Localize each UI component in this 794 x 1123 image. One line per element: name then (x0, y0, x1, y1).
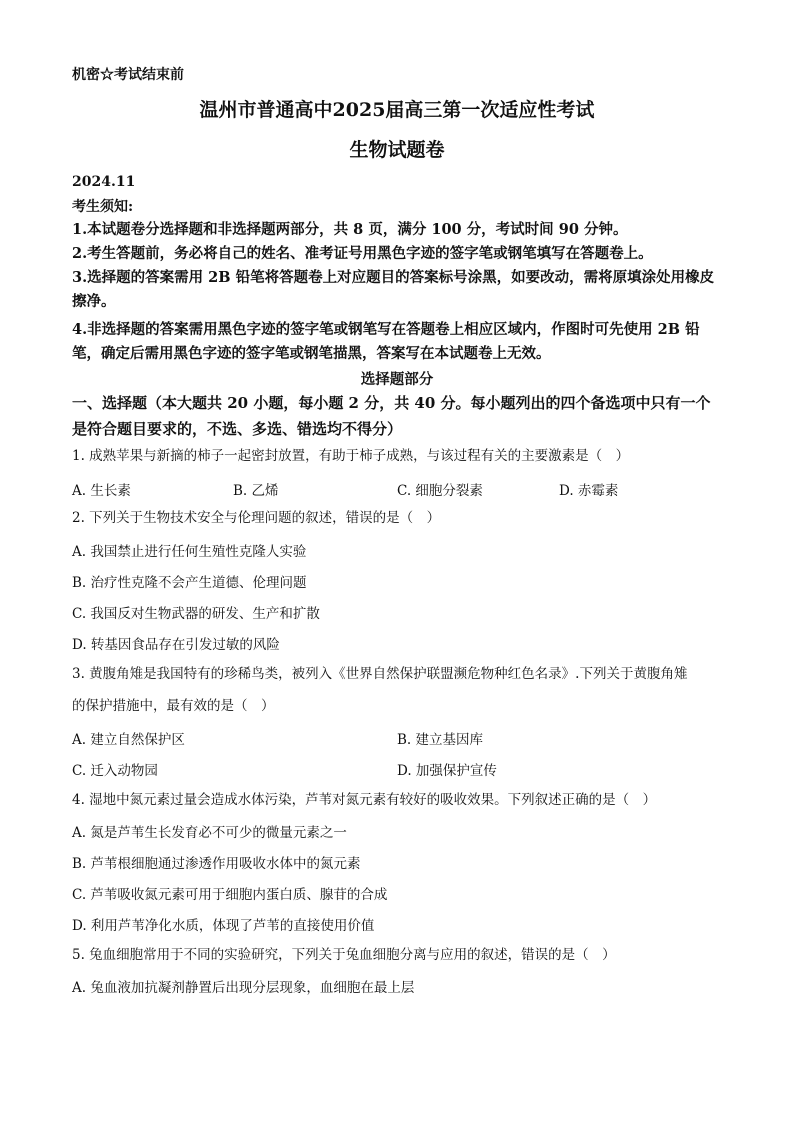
question-5-option-a: A. 兔血液加抗凝剂静置后出现分层现象，血细胞在最上层 (72, 980, 415, 996)
question-2-option-a: A. 我国禁止进行任何生殖性克隆人实验 (72, 544, 307, 560)
notice-item-1: 1.本试题卷分选择题和非选择题两部分，共 8 页，满分 100 分，考试时间 90 分钟。 (72, 221, 628, 238)
question-1-stem: 1. 成熟苹果与新摘的柿子一起密封放置，有助于柿子成熟，与该过程有关的主要激素是（ ） (72, 448, 630, 464)
section-name: 选择题部分 (360, 371, 434, 388)
notice-item-3: 3.选择题的答案需用 2B 铅笔将答题卷上对应题目的答案标号涂黑，如要改动，需将原填涂处用橡皮擦净。 (72, 269, 715, 310)
question-3-option-a: A. 建立自然保护区 (72, 732, 185, 748)
question-4-option-a: A. 氮是芦苇生长发育必不可少的微量元素之一 (72, 825, 347, 841)
section-heading: 一、选择题（本大题共 20 小题，每小题 2 分，共 40 分。每小题列出的四个备选项中只有一个是符合题目要求的，不选、多选、错选均不得分） (72, 394, 711, 438)
question-2-option-b: B. 治疗性克隆不会产生道德、伦理问题 (72, 575, 307, 591)
notice-heading: 考生须知: (72, 199, 134, 215)
exam-subtitle: 生物试题卷 (349, 139, 445, 161)
exam-title: 温州市普通高中2025届高三第一次适应性考试 (199, 99, 595, 121)
question-5-stem: 5. 兔血细胞常用于不同的实验研究，下列关于兔血细胞分离与应用的叙述，错误的是（ ） (72, 947, 616, 963)
exam-date: 2024.11 (72, 174, 136, 190)
question-1-option-d: D. 赤霉素 (559, 483, 619, 499)
question-4-option-d: D. 利用芦苇净化水质，体现了芦苇的直接使用价值 (72, 918, 375, 934)
question-1-option-b: B. 乙烯 (233, 483, 279, 499)
question-2-stem: 2. 下列关于生物技术安全与伦理问题的叙述，错误的是（ ） (72, 510, 441, 526)
question-2-option-d: D. 转基因食品存在引发过敏的风险 (72, 637, 280, 653)
question-4-option-c: C. 芦苇吸收氮元素可用于细胞内蛋白质、腺苷的合成 (72, 887, 388, 903)
question-3-stem-line-2: 的保护措施中，最有效的是（ ） (72, 698, 275, 714)
question-1-option-c: C. 细胞分裂素 (397, 483, 483, 499)
confidential-label: 机密☆考试结束前 (72, 67, 184, 83)
notice-item-4: 4.非选择题的答案需用黑色字迹的签字笔或钢笔写在答题卷上相应区域内，作图时可先使用 2B 铅笔，确定后需用黑色字迹的签字笔或钢笔描黑，答案写在本试题卷上无效。 (72, 321, 700, 362)
question-4-stem: 4. 湿地中氮元素过量会造成水体污染，芦苇对氮元素有较好的吸收效果。下列叙述正确的是（ ） (72, 792, 657, 808)
question-3-option-c: C. 迁入动物园 (72, 763, 158, 779)
notice-item-2: 2.考生答题前，务必将自己的姓名、准考证号用黑色字迹的签字笔或钢笔填写在答题卷上。 (72, 245, 653, 262)
question-2-option-c: C. 我国反对生物武器的研发、生产和扩散 (72, 606, 320, 622)
question-3-stem-line-1: 3. 黄腹角雉是我国特有的珍稀鸟类，被列入《世界自然保护联盟濒危物种红色名录》.下列关于黄腹角雉 (72, 666, 688, 682)
question-3-option-b: B. 建立基因库 (397, 732, 484, 748)
question-1-option-a: A. 生长素 (72, 483, 131, 499)
question-3-option-d: D. 加强保护宣传 (397, 763, 497, 779)
question-4-option-b: B. 芦苇根细胞通过渗透作用吸收水体中的氮元素 (72, 856, 361, 872)
